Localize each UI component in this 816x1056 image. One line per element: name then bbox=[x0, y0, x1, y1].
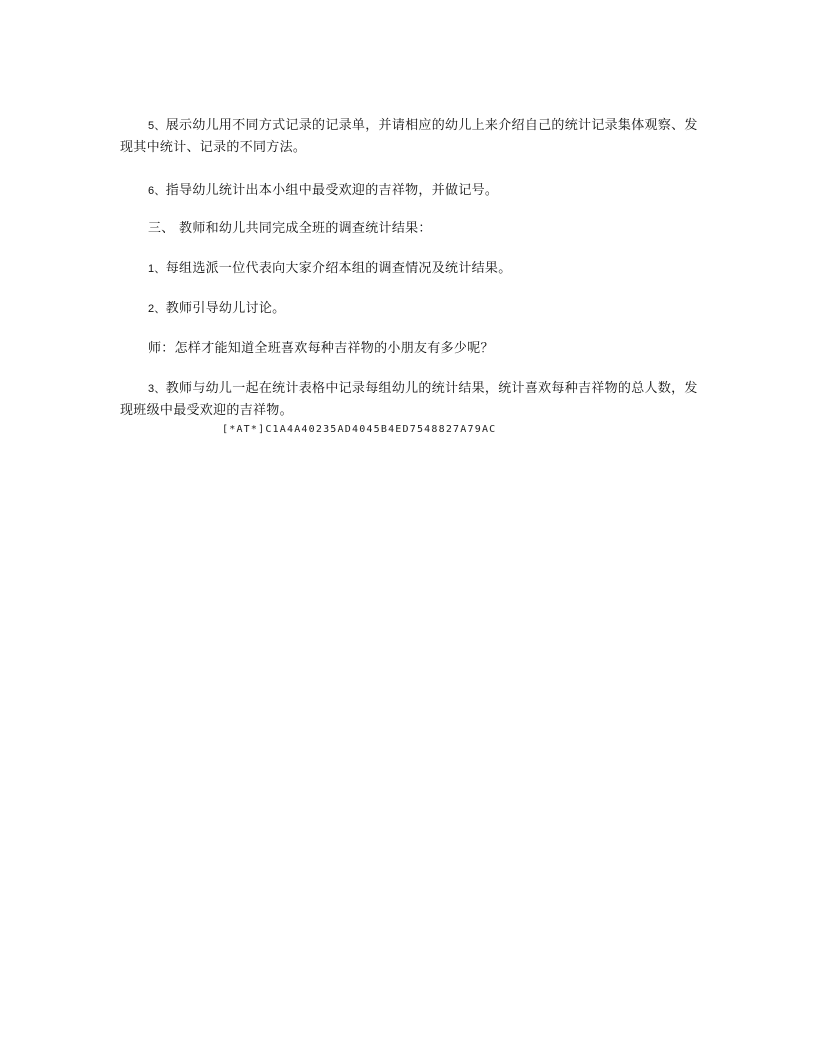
paragraph-text: 教师与幼儿一起在统计表格中记录每组幼儿的统计结果，统计喜欢每种吉祥物的总人数，发现班级中最受欢迎的吉祥物。 bbox=[120, 381, 698, 418]
paragraph-step-1 bbox=[120, 258, 700, 280]
paragraph-text: 师：怎样才能知道全班喜欢每种吉祥物的小朋友有多少呢？ bbox=[148, 341, 494, 356]
paragraph-text: 教师引导幼儿讨论。 bbox=[165, 301, 286, 316]
paragraph-number: 2、 bbox=[148, 303, 166, 315]
paragraph-text: 展示幼儿用不同方式记录的记录单，并请相应的幼儿上来介绍自己的统计记录集体观察、发现其中统计、记录的不同方法。 bbox=[120, 118, 698, 155]
paragraph-text: 每组选派一位代表向大家介绍本组的调查情况及统计结果。 bbox=[165, 261, 512, 276]
paragraph-step-3 bbox=[120, 378, 700, 422]
paragraph-step-2 bbox=[120, 298, 700, 320]
paragraph-number: 6、 bbox=[148, 185, 166, 197]
paragraph-number: 3、 bbox=[148, 383, 166, 395]
document-code-line: [*AT*]C1A4A40235AD4045B4ED7548827A79AC bbox=[222, 424, 497, 435]
paragraph-number: 1、 bbox=[148, 263, 166, 275]
section-heading-three bbox=[120, 218, 700, 240]
paragraph-number: 5、 bbox=[148, 120, 166, 132]
paragraph-step-6 bbox=[120, 180, 700, 202]
paragraph-text: 指导幼儿统计出本小组中最受欢迎的吉祥物，并做记号。 bbox=[165, 183, 499, 198]
section-heading-text: 三、 教师和幼儿共同完成全班的调查统计结果： bbox=[148, 221, 432, 236]
teacher-question bbox=[120, 338, 700, 360]
paragraph-step-5 bbox=[120, 115, 700, 159]
